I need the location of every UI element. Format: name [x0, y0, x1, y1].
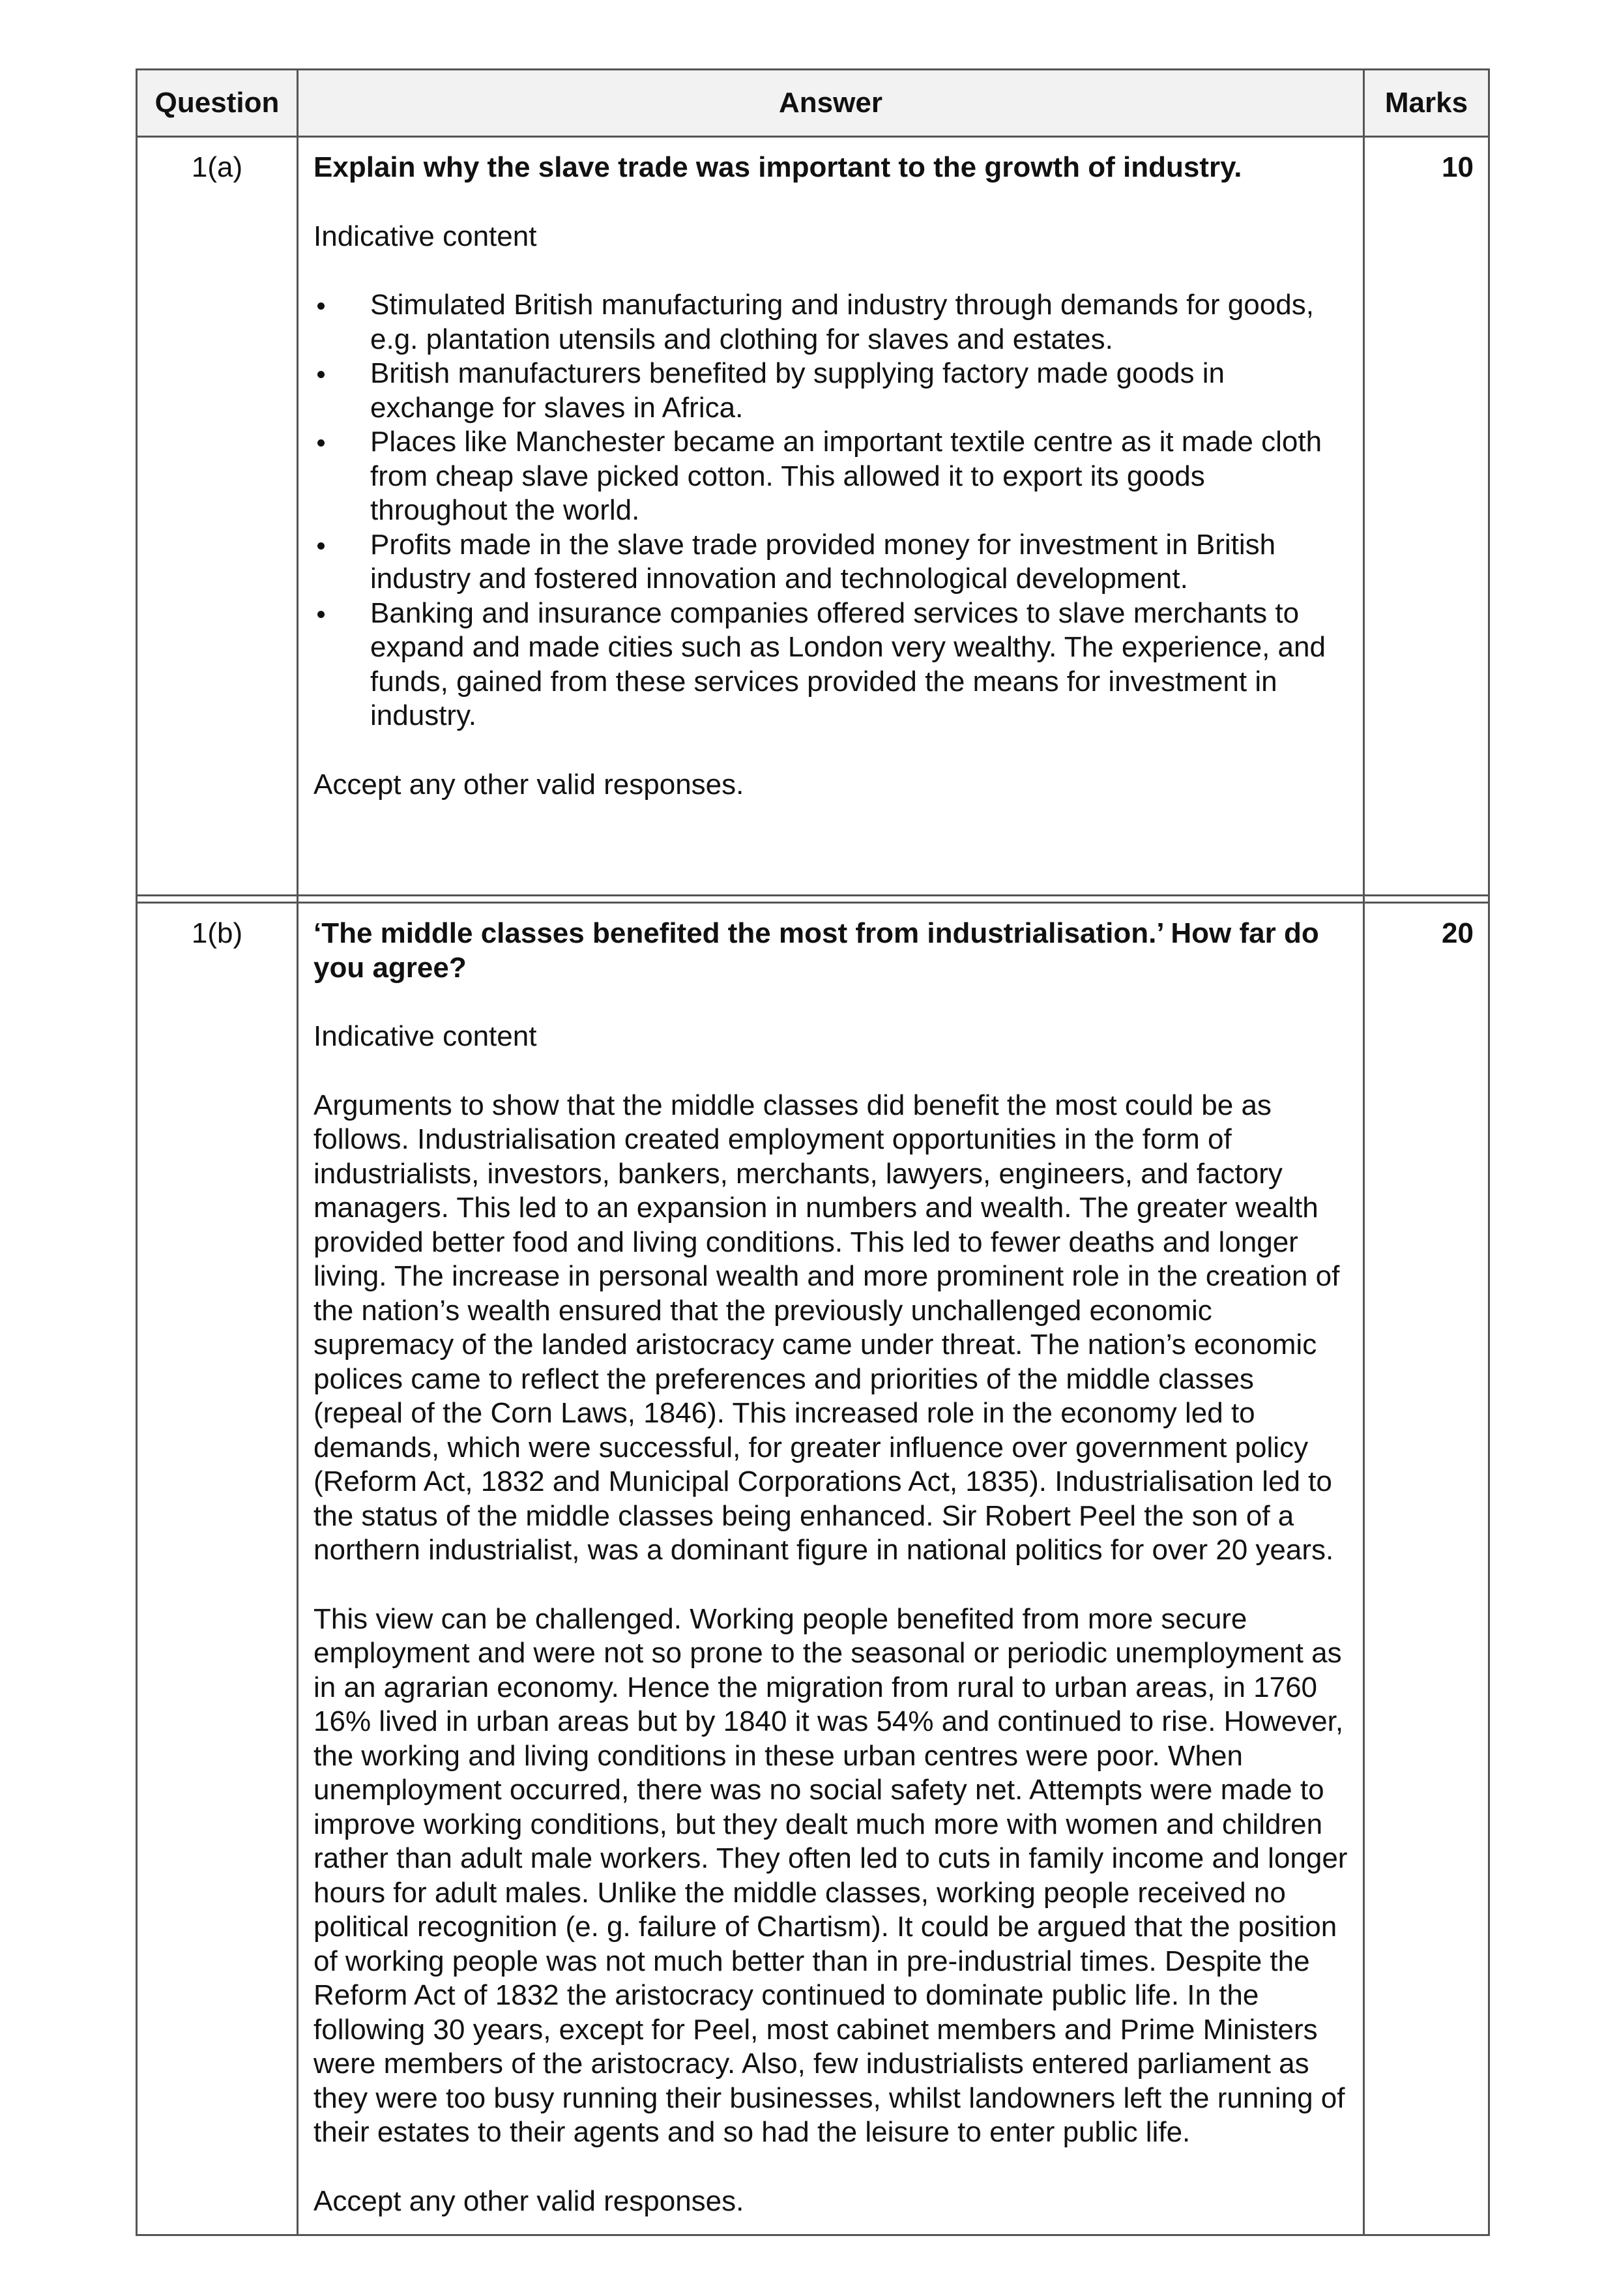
list-item: [313, 596, 1350, 733]
list-item-text: British manufacturers benefited by supplying factory made goods in exchange for slaves in Africa.: [370, 357, 1225, 424]
accept-note: Accept any other valid responses.: [313, 768, 744, 801]
indicative-label: Indicative content: [313, 220, 537, 252]
bullet-list: [313, 288, 1350, 733]
row-divider: [137, 896, 1489, 903]
bullet-icon: [317, 371, 325, 378]
paragraph-support: Arguments to show that the middle classes did benefit the most could be as follows. Industrialisation created employment opportunities in the form of industrialists, investors, bankers, merchants, lawyers, engineers, and factory managers. This led to an expansion in numbers and wealth. The greater wealth provided better food and living conditions. This led to fewer deaths and longer living. The increase in personal wealth and more prominent role in the creation of the nation’s wealth ensured that the previously unchallenged economic supremacy of the landed aristocracy came under threat. The nation’s economic polices came to reflect the preferences and priorities of the middle classes (repeal of the Corn Laws, 1846). This increased role in the economy led to demands, which were successful, for greater influence over government policy (Reform Act, 1832 and Municipal Corporations Act, 1835). Industrialisation led to the status of the middle classes being enhanced. Sir Robert Peel the son of a northern industrialist, was a dominant figure in national politics for over 20 years.: [313, 1089, 1340, 1566]
table-row: [137, 137, 1489, 896]
answer-header: Answer: [298, 70, 1364, 137]
bullet-icon: [317, 439, 325, 447]
list-item: [313, 425, 1350, 528]
marks-value: 20: [1364, 903, 1489, 2235]
list-item-text: Banking and insurance companies offered services to slave merchants to expand and made cities such as London very wealthy. The experience, and funds, gained from these services provided the means for investment in industry.: [370, 596, 1326, 731]
list-item: [313, 288, 1350, 357]
list-item-text: Places like Manchester became an important textile centre as it made cloth from cheap slave picked cotton. This allowed it to export its goods throughout the world.: [370, 426, 1322, 526]
paragraph-challenge: This view can be challenged. Working people benefited from more secure employment and were not so prone to the seasonal or periodic unemployment as in an agrarian economy. Hence the migration from rural to urban areas, in 1760 16% lived in urban areas but by 1840 it was 54% and continued to rise. However, the working and living conditions in these urban centres were poor. When unemployment occurred, there was no social safety net. Attempts were made to improve working conditions, but they dealt much more with women and children rather than adult male workers. They often led to cuts in family income and longer hours for adult males. Unlike the middle classes, working people received no political recognition (e. g. failure of Chartism). It could be argued that the position of working people was not much better than in pre-industrial times. Despite the Reform Act of 1832 the aristocracy continued to dominate public life. In the following 30 years, except for Peel, most cabinet members and Prime Ministers were members of the aristocracy. Also, few industrialists entered parliament as they were too busy running their businesses, whilst landowners left the running of their estates to their agents and so had the leisure to enter public life.: [313, 1602, 1348, 2148]
question-number: 1(a): [137, 137, 298, 896]
question-text: Explain why the slave trade was important to the growth of industry.: [313, 151, 1242, 183]
table-row: [137, 903, 1489, 2235]
list-item: [313, 528, 1350, 596]
marks-header: Marks: [1364, 70, 1489, 137]
accept-note: Accept any other valid responses.: [313, 2185, 744, 2217]
list-item-text: Stimulated British manufacturing and industry through demands for goods, e.g. plantation utensils and clothing for slaves and estates.: [370, 289, 1314, 355]
header-row: [137, 70, 1489, 137]
mark-scheme-table: [136, 68, 1490, 2236]
question-number: 1(b): [137, 903, 298, 2235]
answer-cell: [298, 903, 1364, 2235]
indicative-label: Indicative content: [313, 1020, 537, 1052]
bullet-icon: [317, 611, 325, 618]
bullet-icon: [317, 542, 325, 550]
answer-cell: [298, 137, 1364, 896]
list-item-text: Profits made in the slave trade provided money for investment in British industry and fostered innovation and technological development.: [370, 528, 1276, 595]
list-item: [313, 357, 1350, 425]
question-text: ‘The middle classes benefited the most from industrialisation.’ How far do you agree?: [313, 917, 1319, 984]
question-header: Question: [137, 70, 298, 137]
bullet-icon: [317, 302, 325, 310]
marks-value: 10: [1364, 137, 1489, 896]
